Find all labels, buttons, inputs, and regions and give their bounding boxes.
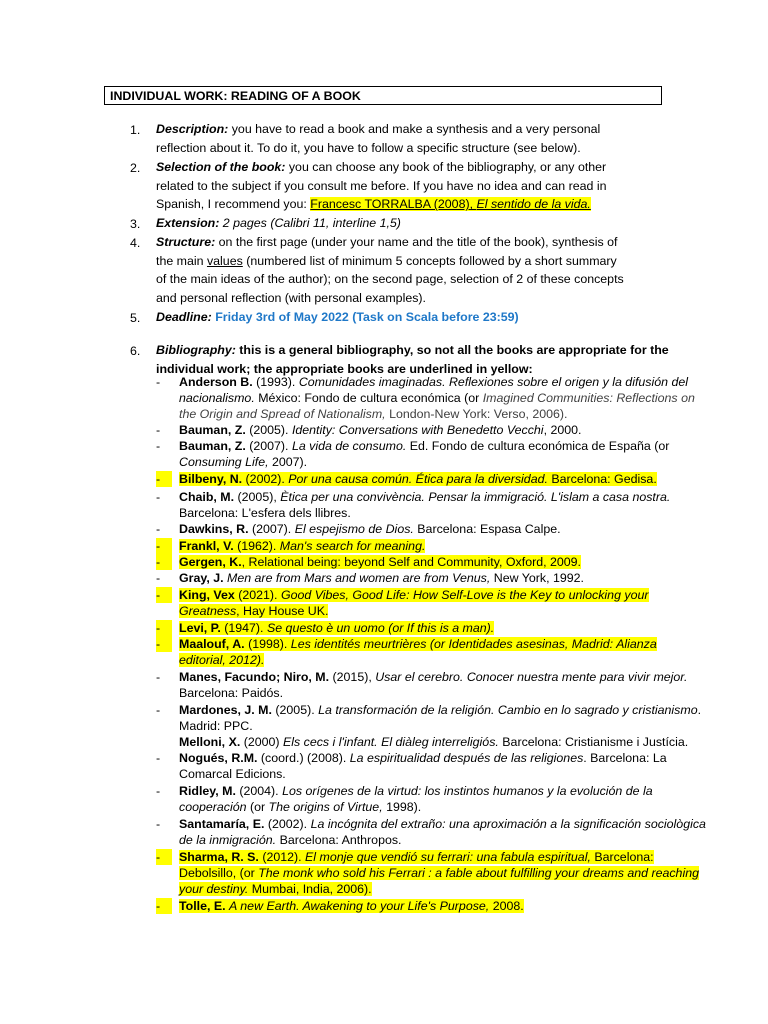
list-bullet: - bbox=[156, 471, 172, 487]
entry-author: Santamaría, E. bbox=[179, 817, 265, 831]
bibliography-entry bbox=[179, 783, 706, 815]
bibliography-entry bbox=[179, 734, 706, 750]
list-bullet: - bbox=[156, 571, 161, 585]
bibliography-entry bbox=[179, 538, 706, 554]
item-text: on the first page (under your name and the title of the book), synthesis of bbox=[215, 235, 618, 249]
entry-author: Bauman, Z. bbox=[179, 423, 246, 437]
bibliography-entry bbox=[179, 554, 706, 570]
item-text: (numbered list of minimum 5 concepts followed by a short summary bbox=[242, 253, 617, 268]
entry-details: (2007). El espejismo de Dios. Barcelona: Espasa Calpe. bbox=[248, 522, 561, 536]
entry-author: Anderson B. bbox=[179, 375, 253, 389]
list-bullet: - bbox=[156, 636, 172, 652]
document-title: INDIVIDUAL WORK: READING OF A BOOK bbox=[110, 89, 361, 103]
list-bullet: - bbox=[156, 784, 161, 798]
entry-details: (1962). Man's search for meaning. bbox=[233, 539, 426, 553]
entry-details: (2002). Por una causa común. Ética para la diversidad. Barcelona: Gedisa. bbox=[242, 472, 657, 486]
entry-details: (coord.) (2008). La espiritualidad después de las religiones. Barcelona: La Comarcal Edicions. bbox=[179, 751, 667, 782]
entry-author: Melloni, X. bbox=[179, 735, 241, 749]
entry-author: Bauman, Z. bbox=[179, 439, 246, 453]
list-bullet: - bbox=[156, 849, 172, 865]
bibliography-entry bbox=[179, 570, 706, 586]
title-box bbox=[104, 86, 662, 105]
entry-details: (2000) Els cecs i l'infant. El diàleg interreligiós. Barcelona: Cristianisme i Justícia. bbox=[240, 735, 689, 749]
deadline-text: Friday 3rd of May 2022 (Task on Scala before 23:59) bbox=[211, 310, 519, 324]
entry-details: (1947). Se questo è un uomo (or If this is a man). bbox=[220, 621, 495, 635]
entry-author: Ridley, M. bbox=[179, 784, 236, 798]
entry-details: (2012). El monje que vendió su ferrari: una fabula espiritual, Barcelona: Debolsillo, (or The monk who sold his Ferrari : a fable about fulfilling your dreams and reaching your destiny. Mumbai, India, 2006). bbox=[179, 850, 699, 897]
item-selection bbox=[156, 158, 676, 214]
item-text: of the main ideas of the author); on the second page, selection of 2 of these concepts bbox=[156, 272, 624, 287]
list-bullet: - bbox=[156, 439, 161, 453]
entry-author: Maalouf, A. bbox=[179, 637, 245, 651]
entry-details: (2021). Good Vibes, Good Life: How Self-Love is the Key to unlocking your Greatness, Hay House UK. bbox=[179, 588, 649, 619]
entry-details: (2007). La vida de consumo. Ed. Fondo de cultura económica de España (or Consuming Life, 2007). bbox=[179, 439, 670, 470]
list-bullet: - bbox=[156, 817, 161, 831]
entry-details: , Relational being: beyond Self and Community, Oxford, 2009. bbox=[241, 555, 581, 569]
entry-details: (2002). La incógnita del extraño: una aproximación a la significación sociològica de la inmigración. Barcelona: Anthropos. bbox=[179, 817, 706, 848]
entry-author: Gergen, K. bbox=[179, 555, 242, 569]
bibliography-entry bbox=[179, 521, 706, 537]
list-bullet: - bbox=[156, 375, 161, 389]
list-bullet: - bbox=[156, 751, 161, 765]
recommended-book-author: Francesc TORRALBA (2008), bbox=[310, 197, 477, 212]
entry-author: Manes, Facundo; Niro, M. bbox=[179, 670, 330, 684]
item-text: you can choose any book of the bibliography, or any other bbox=[285, 160, 607, 174]
item-text: reflection about it. To do it, you have to follow a specific structure (see below). bbox=[156, 140, 581, 155]
list-bullet: - bbox=[156, 554, 172, 570]
item-number: 2. bbox=[130, 161, 141, 175]
item-text: the main bbox=[156, 253, 207, 268]
item-text-underlined: values bbox=[206, 253, 243, 268]
entry-details: (1993). Comunidades imaginadas. Reflexiones sobre el origen y la difusión del nacionalismo. México: Fondo de cultura económica (or Imagined Communities: Reflections on the Origin and Spread of Nationalism, London-New York: Verso, 2006). bbox=[179, 375, 695, 422]
bibliography-entry bbox=[179, 471, 706, 487]
entry-author: Chaib, M. bbox=[179, 490, 235, 504]
item-text: this is a general bibliography, so not all the books are appropriate for the bbox=[235, 343, 669, 357]
bibliography-entry bbox=[179, 374, 706, 423]
bibliography-entry bbox=[179, 489, 706, 521]
entry-details: A new Earth. Awakening to your Life's Purpose, 2008. bbox=[229, 899, 524, 913]
item-text: Spanish, I recommend you: bbox=[156, 197, 311, 212]
entry-author: Bilbeny, N. bbox=[179, 472, 243, 486]
item-number: 4. bbox=[130, 236, 141, 250]
bibliography-entry bbox=[179, 849, 706, 898]
item-number: 3. bbox=[130, 217, 141, 231]
item-text: individual work; the appropriate books are underlined in yellow: bbox=[156, 361, 533, 376]
entry-author: Levi, P. bbox=[179, 621, 221, 635]
item-text: 2 pages (Calibri 11, interline 1,5) bbox=[219, 216, 401, 230]
bibliography-entry bbox=[179, 702, 706, 734]
item-bibliography bbox=[156, 341, 676, 378]
item-heading: Description: bbox=[156, 122, 229, 136]
list-bullet: - bbox=[156, 522, 161, 536]
item-number: 5. bbox=[130, 311, 141, 325]
list-bullet: - bbox=[156, 703, 161, 717]
item-number: 6. bbox=[130, 344, 141, 358]
list-bullet: - bbox=[156, 670, 161, 684]
bibliography-entry bbox=[179, 669, 706, 701]
bibliography-entry bbox=[179, 438, 706, 470]
bibliography-entry bbox=[179, 816, 706, 848]
list-bullet: - bbox=[156, 587, 172, 603]
item-deadline bbox=[156, 308, 676, 327]
item-text: and personal reflection (with personal examples). bbox=[156, 291, 426, 306]
bibliography-entry bbox=[179, 750, 706, 782]
bibliography-entry bbox=[179, 422, 706, 438]
entry-details: (2005), Ètica per una convivència. Pensar la immigració. L'islam a casa nostra. Barcelona: L'esfera dels llibres. bbox=[179, 490, 671, 521]
bibliography-entry bbox=[179, 620, 706, 636]
item-heading: Structure: bbox=[156, 235, 216, 249]
item-extension bbox=[156, 214, 676, 233]
item-description bbox=[156, 120, 676, 157]
entry-author: Frankl, V. bbox=[179, 539, 234, 553]
bibliography-entry bbox=[179, 636, 706, 668]
list-bullet: - bbox=[156, 490, 161, 504]
item-heading: Deadline: bbox=[156, 310, 212, 324]
item-text: related to the subject if you consult me before. If you have no idea and can read in bbox=[156, 178, 607, 193]
entry-author: Dawkins, R. bbox=[179, 522, 249, 536]
item-structure bbox=[156, 233, 676, 308]
list-bullet: - bbox=[156, 538, 172, 554]
entry-details: (2005). La transformación de la religión. Cambio en lo sagrado y cristianismo. Madrid: PPC. bbox=[179, 703, 702, 734]
entry-details: Men are from Mars and women are from Venus, New York, 1992. bbox=[227, 571, 584, 585]
item-heading: Bibliography: bbox=[156, 343, 236, 357]
list-bullet: - bbox=[156, 423, 161, 437]
bibliography-entry bbox=[179, 587, 706, 619]
entry-author: Nogués, R.M. bbox=[179, 751, 258, 765]
entry-details: (1998). Les identités meurtrières (or Identidades asesinas, Madrid: Alianza editorial, 2012). bbox=[179, 637, 657, 668]
entry-author: Sharma, R. S. bbox=[179, 850, 259, 864]
list-bullet: - bbox=[156, 898, 172, 914]
recommended-book-title: El sentido de la vida. bbox=[476, 197, 591, 212]
entry-details: (2005). Identity: Conversations with Benedetto Vecchi, 2000. bbox=[245, 423, 582, 437]
item-heading: Selection of the book: bbox=[156, 160, 286, 174]
entry-author: King, Vex bbox=[179, 588, 235, 602]
entry-details: (2015), Usar el cerebro. Conocer nuestra mente para vivir mejor. Barcelona: Paidós. bbox=[179, 670, 688, 701]
item-text: you have to read a book and make a synthesis and a very personal bbox=[228, 122, 601, 136]
bibliography-entry bbox=[179, 898, 706, 914]
item-heading: Extension: bbox=[156, 216, 220, 230]
item-number: 1. bbox=[130, 123, 141, 137]
list-bullet: - bbox=[156, 620, 172, 636]
entry-author: Mardones, J. M. bbox=[179, 703, 272, 717]
entry-details: (2004). Los orígenes de la virtud: los instintos humanos y la evolución de la cooperación (or The origins of Virtue, 1998). bbox=[179, 784, 653, 815]
entry-author: Tolle, E. bbox=[179, 899, 226, 913]
entry-author: Gray, J. bbox=[179, 571, 224, 585]
